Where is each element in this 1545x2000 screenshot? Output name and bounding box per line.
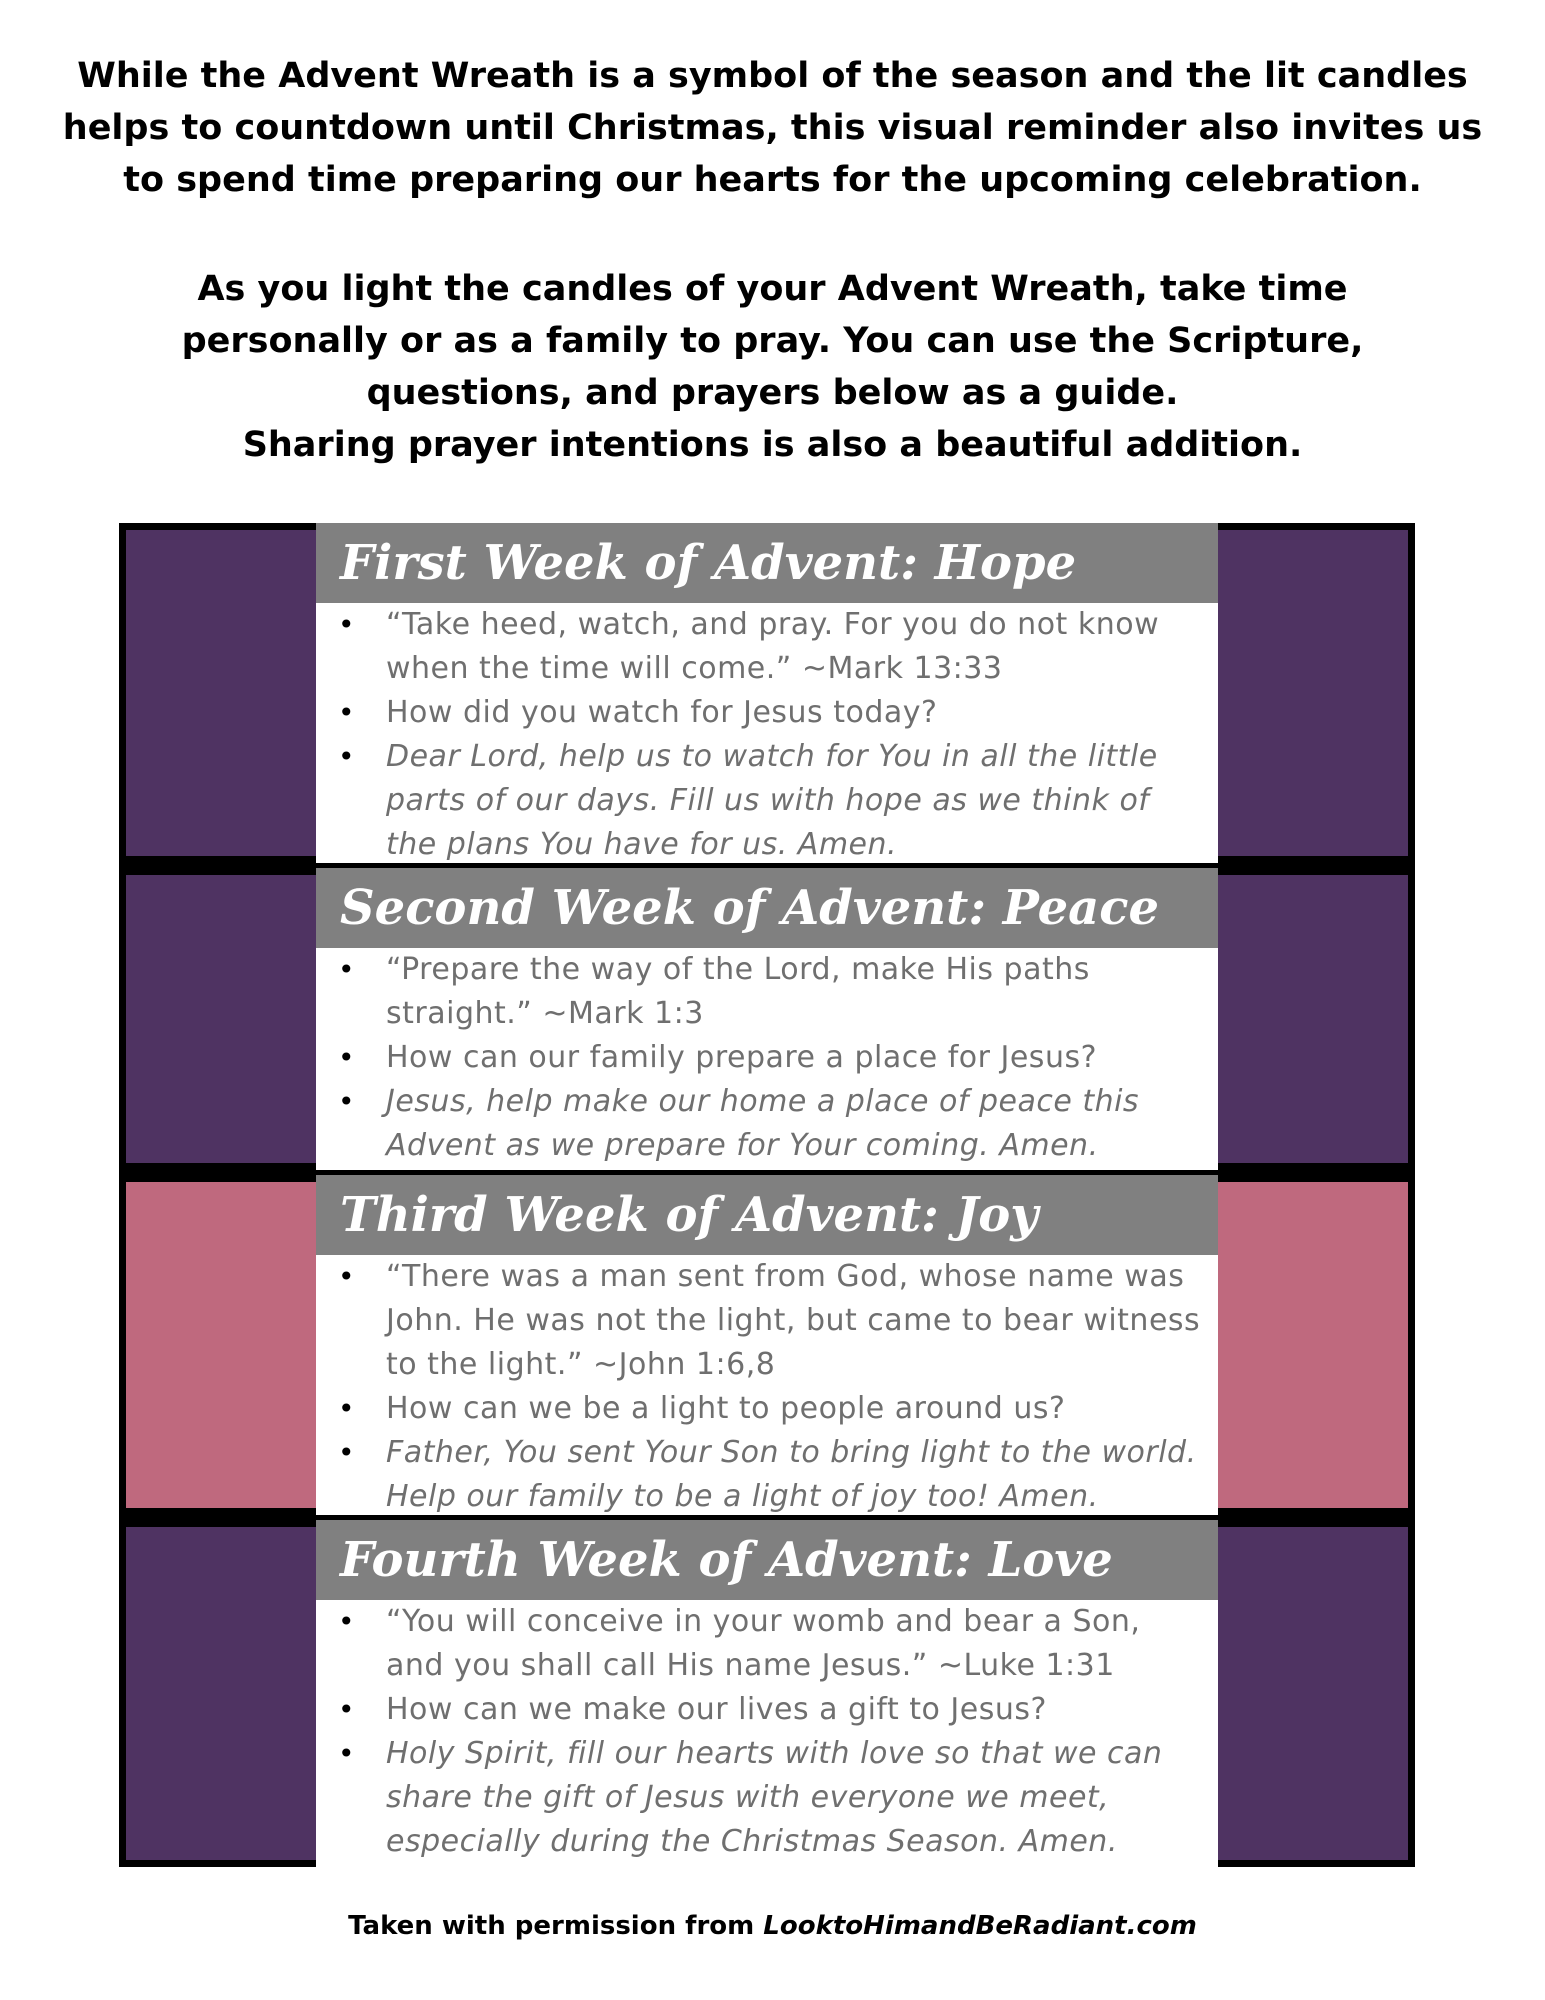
intro-line: questions, and prayers below as a guide. <box>366 373 1179 413</box>
credit-prefix: Taken with permission from <box>348 1911 764 1941</box>
week-items <box>316 603 1218 863</box>
intro-line: personally or as a family to pray. You can use the Scripture, <box>181 321 1364 361</box>
intro-line: Sharing prayer intentions is also a beautiful addition. <box>242 425 1303 465</box>
week-card-hope <box>119 523 1415 863</box>
question-item: • How can we make our lives a gift to Jesus? <box>316 1688 1218 1732</box>
week-header <box>316 1175 1218 1255</box>
week-items <box>316 1600 1218 1864</box>
intro-instructions <box>40 263 1505 471</box>
intro-line: As you light the candles of your Advent Wreath, take time <box>197 269 1348 309</box>
week-header <box>316 523 1218 603</box>
week-header <box>316 868 1218 948</box>
week-title: Fourth Week of Advent: Love <box>340 1532 1113 1588</box>
week-items <box>316 1255 1218 1515</box>
scripture-item: • “There was a man sent from God, whose name was John. He was not the light, but came to bear witness to the light.” ~John 1:6,8 <box>316 1255 1218 1387</box>
credit-line <box>0 1911 1545 1941</box>
week-color-panel-right <box>1218 530 1408 856</box>
intro-paragraph: While the Advent Wreath is a symbol of the season and the lit candles helps to countdown until Christmas, this visual reminder also invites us to spend time preparing our hearts for the upcoming celebration. <box>62 56 1483 200</box>
week-title: Second Week of Advent: Peace <box>340 880 1159 936</box>
prayer-item: • Dear Lord, help us to watch for You in all the little parts of our days. Fill us with hope as we think of the plans You have for us. Amen. <box>316 735 1218 863</box>
question-item: • How can we be a light to people around us? <box>316 1387 1218 1431</box>
prayer-item: • Father, You sent Your Son to bring light to the world. Help our family to be a light of joy too! Amen. <box>316 1431 1218 1515</box>
week-color-panel-right <box>1218 1182 1408 1508</box>
week-color-panel-right <box>1218 875 1408 1163</box>
question-item: • How can our family prepare a place for Jesus? <box>316 1036 1218 1080</box>
scripture-item: • “Prepare the way of the Lord, make His paths straight.” ~Mark 1:3 <box>316 948 1218 1036</box>
question-item: • How did you watch for Jesus today? <box>316 691 1218 735</box>
scripture-item: • “You will conceive in your womb and bear a Son, and you shall call His name Jesus.” ~Luke 1:31 <box>316 1600 1218 1688</box>
week-color-panel-left <box>126 530 316 856</box>
week-color-panel-left <box>126 1182 316 1508</box>
week-title: Third Week of Advent: Joy <box>340 1187 1039 1243</box>
scripture-item: • “Take heed, watch, and pray. For you do not know when the time will come.” ~Mark 13:33 <box>316 603 1218 691</box>
week-color-panel-left <box>126 875 316 1163</box>
week-title: First Week of Advent: Hope <box>340 535 1077 591</box>
week-header <box>316 1520 1218 1600</box>
credit-site-link[interactable]: LooktoHimandBeRadiant.com <box>763 1911 1197 1941</box>
week-color-panel-right <box>1218 1527 1408 1860</box>
week-card-peace <box>119 868 1415 1170</box>
week-items <box>316 948 1218 1168</box>
prayer-item: • Holy Spirit, fill our hearts with love so that we can share the gift of Jesus with everyone we meet, especially during the Christmas Season. Amen. <box>316 1732 1218 1864</box>
prayer-item: • Jesus, help make our home a place of peace this Advent as we prepare for Your coming. Amen. <box>316 1080 1218 1168</box>
week-card-love <box>119 1520 1415 1867</box>
week-color-panel-left <box>126 1527 316 1860</box>
advent-weeks-grid <box>119 523 1415 1867</box>
week-card-joy <box>119 1175 1415 1515</box>
